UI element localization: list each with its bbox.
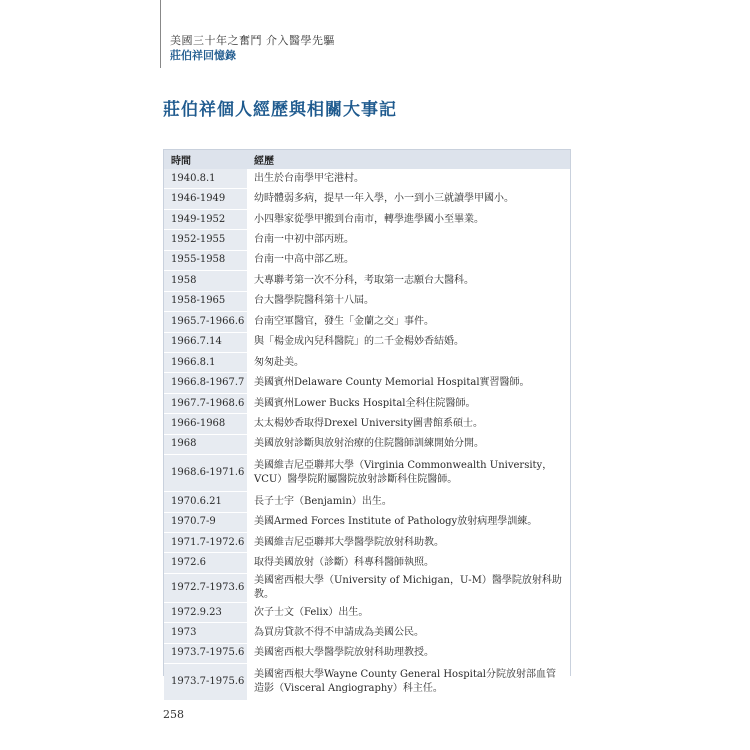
row-date: 1973.7-1975.6 — [164, 664, 247, 701]
row-event: 取得美國放射（診斷）科專科醫師執照。 — [247, 553, 570, 573]
table-row — [164, 512, 570, 532]
section-title: 莊伯祥個人經歷與相關大事記 — [163, 100, 397, 120]
table-row — [164, 250, 570, 270]
row-event: 幼時體弱多病，提早一年入學，小一到小三就讀學甲國小。 — [247, 189, 570, 209]
row-date: 1940.8.1 — [164, 169, 247, 189]
row-date: 1949-1952 — [164, 209, 247, 229]
table-row — [164, 169, 570, 189]
row-date: 1970.7-9 — [164, 512, 247, 532]
row-event: 美國賓州Lower Bucks Hospital全科住院醫師。 — [247, 393, 570, 413]
row-event: 匆匆赴美。 — [247, 352, 570, 372]
header-divider — [160, 0, 161, 68]
table-row — [164, 332, 570, 352]
row-date: 1968 — [164, 434, 247, 454]
table-row — [164, 643, 570, 663]
row-date: 1968.6-1971.6 — [164, 455, 247, 492]
row-event: 大專聯考第一次不分科，考取第一志願台大醫科。 — [247, 271, 570, 291]
row-event: 太太楊妙香取得Drexel University圖書館系碩士。 — [247, 414, 570, 434]
row-date: 1958 — [164, 271, 247, 291]
row-date: 1966.8-1967.7 — [164, 373, 247, 393]
event-column-header: 經歷 — [247, 150, 570, 169]
row-event: 美國Armed Forces Institute of Pathology放射病理學訓練。 — [247, 512, 570, 532]
book-title: 美國三十年之奮鬥 介入醫學先驅 — [170, 34, 335, 47]
table-row — [164, 664, 570, 701]
row-date: 1967.7-1968.6 — [164, 393, 247, 413]
row-event: 台南一中初中部丙班。 — [247, 230, 570, 250]
row-date: 1972.7-1973.6 — [164, 573, 247, 602]
row-event: 與「楊金成內兒科醫院」的二千金楊妙香結婚。 — [247, 332, 570, 352]
table-row — [164, 553, 570, 573]
row-event: 美國密西根大學（University of Michigan，U-M）醫學院放射科助教。 — [247, 573, 570, 602]
table-row — [164, 533, 570, 553]
table-row — [164, 352, 570, 372]
row-event: 台南空軍醫官，發生「金蘭之交」事件。 — [247, 312, 570, 332]
table-row — [164, 393, 570, 413]
row-date: 1952-1955 — [164, 230, 247, 250]
table-row — [164, 291, 570, 311]
row-date: 1972.9.23 — [164, 602, 247, 622]
row-event: 美國賓州Delaware County Memorial Hospital實習醫師。 — [247, 373, 570, 393]
row-event: 美國維吉尼亞聯邦大學（Virginia Commonwealth University，VCU）醫學院附屬醫院放射診斷科住院醫師。 — [247, 455, 570, 492]
table-row — [164, 373, 570, 393]
row-event: 美國維吉尼亞聯邦大學醫學院放射科助教。 — [247, 533, 570, 553]
row-date: 1966.7.14 — [164, 332, 247, 352]
table-row — [164, 414, 570, 434]
row-event: 出生於台南學甲宅港村。 — [247, 169, 570, 189]
row-event: 長子士宇（Benjamin）出生。 — [247, 492, 570, 512]
row-date: 1971.7-1972.6 — [164, 533, 247, 553]
table-row — [164, 312, 570, 332]
row-date: 1973.7-1975.6 — [164, 643, 247, 663]
table-row — [164, 623, 570, 643]
table-row — [164, 602, 570, 622]
row-event: 台大醫學院醫科第十八屆。 — [247, 291, 570, 311]
row-event: 美國密西根大學醫學院放射科助理教授。 — [247, 643, 570, 663]
row-date: 1970.6.21 — [164, 492, 247, 512]
table-row — [164, 209, 570, 229]
table-row — [164, 573, 570, 602]
table-row — [164, 455, 570, 492]
row-event: 台南一中高中部乙班。 — [247, 250, 570, 270]
page-number: 258 — [163, 708, 184, 721]
row-date: 1973 — [164, 623, 247, 643]
table-row — [164, 189, 570, 209]
row-date: 1965.7-1966.6 — [164, 312, 247, 332]
row-event: 小四舉家從學甲搬到台南市，轉學進學國小至畢業。 — [247, 209, 570, 229]
table-row — [164, 271, 570, 291]
row-date: 1966.8.1 — [164, 352, 247, 372]
row-date: 1958-1965 — [164, 291, 247, 311]
row-date: 1966-1968 — [164, 414, 247, 434]
row-event: 為買房貸款不得不申請成為美國公民。 — [247, 623, 570, 643]
row-date: 1946-1949 — [164, 189, 247, 209]
table-header-row — [164, 150, 570, 169]
timeline-table — [163, 149, 571, 695]
row-event: 美國密西根大學Wayne County General Hospital分院放射部血管造影（Visceral Angiography）科主任。 — [247, 664, 570, 701]
row-event: 美國放射診斷與放射治療的住院醫師訓練開始分開。 — [247, 434, 570, 454]
row-date: 1972.6 — [164, 553, 247, 573]
book-subtitle: 莊伯祥回憶錄 — [170, 49, 236, 62]
table-row — [164, 230, 570, 250]
table-row — [164, 434, 570, 454]
table-row — [164, 492, 570, 512]
row-event: 次子士文（Felix）出生。 — [247, 602, 570, 622]
date-column-header: 時間 — [164, 150, 247, 169]
row-date: 1955-1958 — [164, 250, 247, 270]
